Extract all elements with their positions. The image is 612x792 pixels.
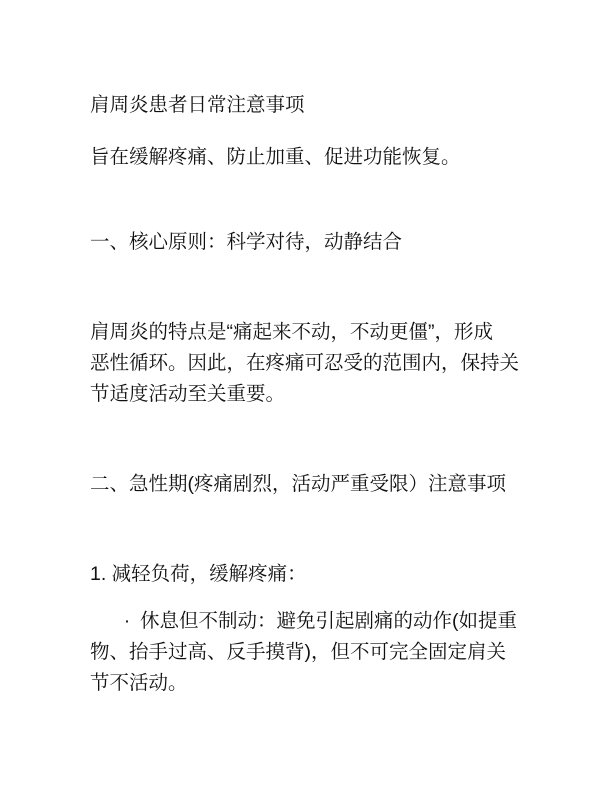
bullet-text-line: 节不活动。 — [90, 672, 188, 694]
bullet-text-line: 物、抬手过高、反手摸背)，但不可完全固定肩关 — [90, 641, 506, 663]
section-1-paragraph — [90, 317, 530, 410]
section-1-heading: 一、核心原则：科学对待，动静结合 — [90, 231, 403, 253]
bullet-text-line: 休息但不制动：避免引起剧痛的动作(如提重 — [140, 610, 517, 632]
section-2-heading: 二、急性期(疼痛剧烈，活动严重受限）注意事项 — [90, 473, 506, 495]
paragraph-line: 肩周炎的特点是“痛起来不动，不动更僵”，形成 — [90, 321, 493, 343]
paragraph-line: 恶性循环。因此，在疼痛可忍受的范围内，保持关 — [90, 352, 520, 374]
paragraph-line: 节适度活动至关重要。 — [90, 383, 286, 405]
list-item-1-label: 1. 减轻负荷，缓解疼痛： — [90, 563, 307, 585]
document-title: 肩周炎患者日常注意事项 — [90, 94, 305, 116]
intro-text: 旨在缓解疼痛、防止加重、促进功能恢复。 — [90, 146, 461, 168]
bullet-marker: · — [123, 610, 131, 632]
bullet-item — [90, 606, 530, 699]
